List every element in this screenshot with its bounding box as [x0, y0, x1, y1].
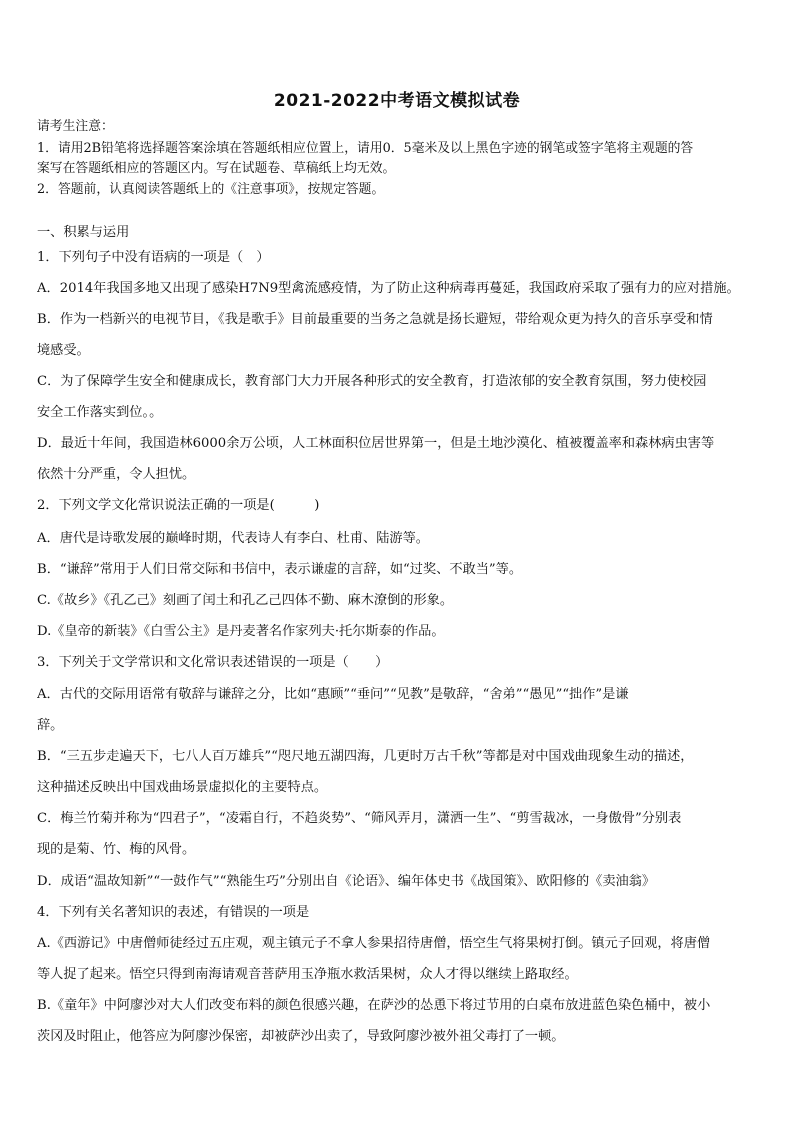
option-line: C．梅兰竹菊并称为“四君子”，“凌霜自行，不趋炎势”、“筛风弄月，潇洒一生”、“剪雪裁冰，一身傲骨”分别表	[37, 811, 682, 826]
option-line: D.《皇帝的新装》《白雪公主》是丹麦著名作家列夫·托尔斯泰的作品。	[37, 624, 445, 639]
notice-heading: 请考生注意：	[37, 119, 114, 134]
option-line: A．2014年我国多地又出现了感染H7N9型禽流感疫情，为了防止这种病毒再蔓延，我国政府采取了强有力的应对措施。	[37, 281, 740, 296]
option-line: B．作为一档新兴的电视节目，《我是歌手》目前最重要的当务之急就是扬长避短，带给观众更为持久的音乐享受和情	[37, 312, 713, 327]
exam-title: 2021-2022中考语文模拟试卷	[273, 91, 521, 111]
option-line: B.《童年》中阿廖沙对大人们改变布料的颜色很感兴趣，在萨沙的怂恿下将过节用的白桌布放进蓝色染色桶中，被小	[37, 998, 711, 1013]
question-stem: 2．下列文学文化常识说法正确的一项是( )	[37, 498, 320, 513]
option-line: A．唐代是诗歌发展的巅峰时期，代表诗人有李白、杜甫、陆游等。	[37, 531, 429, 546]
option-line: 依然十分严重，令人担忧。	[37, 467, 196, 482]
option-line: 现的是菊、竹、梅的风骨。	[37, 842, 196, 857]
question-stem: 3．下列关于文学常识和文化常识表述错误的一项是（ ）	[37, 655, 389, 670]
option-line: C．为了保障学生安全和健康成长，教育部门大力开展各种形式的安全教育，打造浓郁的安全教育氛围，努力使校园	[37, 374, 707, 389]
option-line: D．最近十年间，我国造林6000余万公顷，人工林面积位居世界第一，但是土地沙漠化、植被覆盖率和森林病虫害等	[37, 436, 715, 451]
option-line: A．古代的交际用语常有敬辞与谦辞之分，比如“惠顾”“垂问”“见教”是敬辞，“舍弟”“愚见”“拙作”是谦	[37, 687, 629, 702]
option-line: 茨冈及时阻止，他答应为阿廖沙保密，却被萨沙出卖了，导致阿廖沙被外祖父毒打了一顿。	[37, 1029, 565, 1044]
option-line: 辞。	[37, 718, 64, 733]
section-heading: 一、积累与运用	[37, 225, 130, 240]
option-line: 境感受。	[37, 343, 90, 358]
notice-line: 1．请用2B铅笔将选择题答案涂填在答题纸相应位置上，请用0．5毫米及以上黑色字迹的钢笔或签字笔将主观题的答	[37, 141, 694, 156]
option-line: 安全工作落实到位。。	[37, 405, 163, 420]
option-line: 等人捉了起来。悟空只得到南海请观音菩萨用玉净瓶水救活果树，众人才得以继续上路取经。	[37, 967, 578, 982]
option-line: D．成语“温故知新”“一鼓作气”“熟能生巧”分别出自《论语》、编年体史书《战国策》、欧阳修的《卖油翁》	[37, 874, 656, 889]
option-line: A.《西游记》中唐僧师徒经过五庄观，观主镇元子不拿人参果招待唐僧，悟空生气将果树打倒。镇元子回观，将唐僧	[37, 936, 711, 951]
option-line: 这种描述反映出中国戏曲场景虚拟化的主要特点。	[37, 780, 328, 795]
notice-line: 2．答题前，认真阅读答题纸上的《注意事项》，按规定答题。	[37, 182, 385, 197]
question-stem: 4．下列有关名著知识的表述，有错误的一项是	[37, 905, 310, 920]
question-stem: 1．下列句子中没有语病的一项是（ ）	[37, 250, 270, 265]
option-line: B．“谦辞”常用于人们日常交际和书信中，表示谦虚的言辞，如“过奖、不敢当”等。	[37, 562, 523, 577]
option-line: C.《故乡》《孔乙己》刻画了闰土和孔乙己四体不勤、麻木潦倒的形象。	[37, 593, 454, 608]
notice-line: 案写在答题纸相应的答题区内。写在试题卷、草稿纸上均无效。	[37, 161, 396, 176]
option-line: B．“三五步走遍天下，七八人百万雄兵”“咫尺地五湖四海，几更时万古千秋”等都是对中国戏曲现象生动的描述，	[37, 749, 694, 764]
